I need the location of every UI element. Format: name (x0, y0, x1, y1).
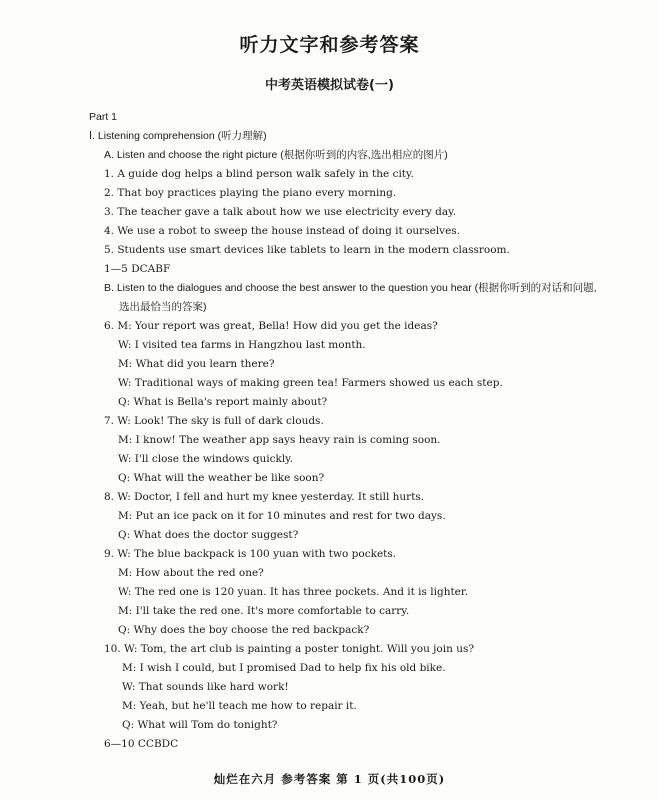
dialogue-line: M: I know! The weather app says heavy rain is coming soon. (118, 434, 441, 446)
dialogue-line: W: I'll close the windows quickly. (118, 453, 294, 465)
dialogue-line: Q: What will the weather be like soon? (118, 472, 325, 484)
list-item: 2. That boy practices playing the piano every morning. (104, 187, 397, 199)
list-item: 5. Students use smart devices like tablets to learn in the modern classroom. (104, 244, 510, 256)
section-heading: Ⅰ. Listening comprehension (听力理解) (89, 130, 267, 142)
dialogue-line: 10. W: Tom, the art club is painting a poster tonight. Will you join us? (104, 643, 474, 655)
dialogue-line: Q: What is Bella's report mainly about? (118, 396, 328, 408)
dialogue-line: Q: What will Tom do tonight? (122, 719, 278, 731)
section-b-instruction: B. Listen to the dialogues and choose the best answer to the question you hear (根据你听到的对话和问题, (104, 282, 597, 294)
answer-key: 1—5 DCABF (104, 263, 171, 275)
part-label: Part 1 (89, 111, 118, 123)
section-b-instruction-cont: 选出最恰当的答案) (119, 301, 207, 313)
dialogue-line: M: Put an ice pack on it for 10 minutes and rest for two days. (118, 510, 446, 522)
list-item: 1. A guide dog helps a blind person walk safely in the city. (104, 168, 414, 180)
dialogue-line: Q: What does the doctor suggest? (118, 529, 299, 541)
dialogue-line: M: What did you learn there? (118, 358, 275, 370)
dialogue-line: 6. M: Your report was great, Bella! How did you get the ideas? (104, 320, 438, 332)
dialogue-line: 8. W: Doctor, I fell and hurt my knee yesterday. It still hurts. (104, 491, 425, 503)
page-footer: 灿烂在六月 参考答案 第 1 页(共100页) (213, 772, 446, 786)
dialogue-line: M: I'll take the red one. It's more comfortable to carry. (118, 605, 410, 617)
dialogue-line: Q: Why does the boy choose the red backpack? (118, 624, 370, 636)
page-title: 听力文字和参考答案 (239, 34, 420, 56)
dialogue-line: W: That sounds like hard work! (122, 681, 289, 693)
answer-key: 6—10 CCBDC (104, 738, 179, 750)
dialogue-line: M: I wish I could, but I promised Dad to help fix his old bike. (122, 662, 446, 674)
dialogue-line: 9. W: The blue backpack is 100 yuan with two pockets. (104, 548, 397, 560)
dialogue-line: 7. W: Look! The sky is full of dark clouds. (104, 415, 324, 427)
section-a-instruction: A. Listen and choose the right picture (根据你听到的内容,选出相应的图片) (104, 149, 448, 161)
page-subtitle: 中考英语模拟试卷(一) (265, 78, 394, 93)
dialogue-line: M: How about the red one? (118, 567, 264, 579)
dialogue-line: W: The red one is 120 yuan. It has three pockets. And it is lighter. (118, 586, 469, 598)
dialogue-line: W: Traditional ways of making green tea! Farmers showed us each step. (118, 377, 503, 389)
list-item: 3. The teacher gave a talk about how we use electricity every day. (104, 206, 456, 218)
dialogue-line: M: Yeah, but he'll teach me how to repair it. (122, 700, 357, 712)
dialogue-line: W: I visited tea farms in Hangzhou last month. (118, 339, 366, 351)
list-item: 4. We use a robot to sweep the house instead of doing it ourselves. (104, 225, 461, 237)
